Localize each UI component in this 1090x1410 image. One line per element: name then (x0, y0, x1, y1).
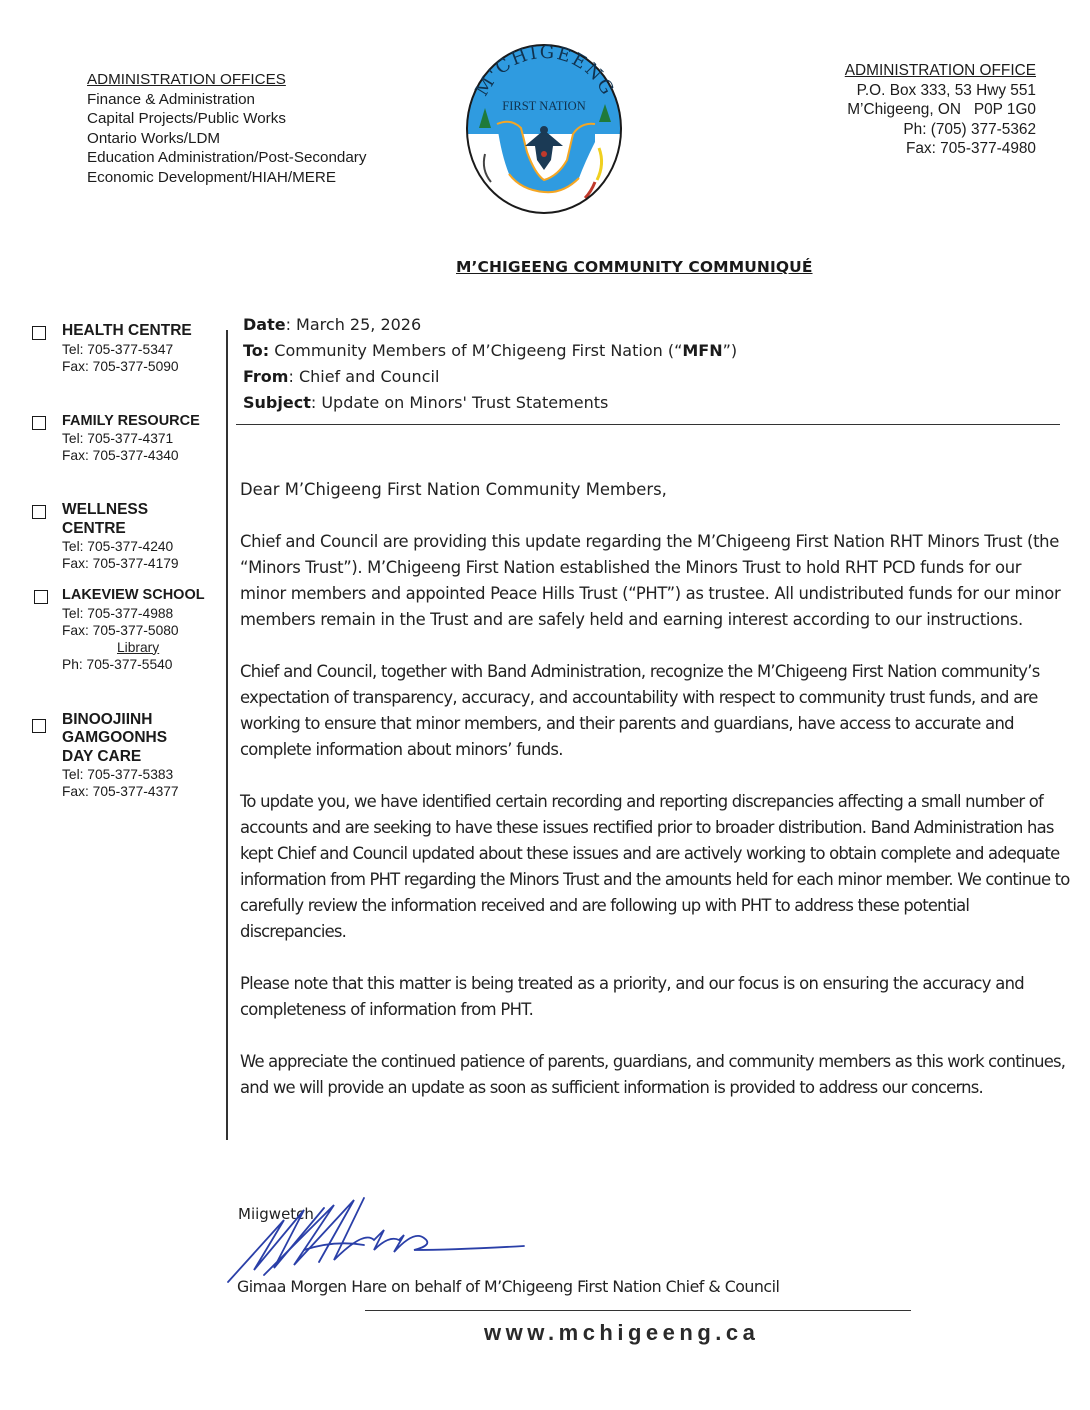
dept-fax: Fax: 705-377-4377 (62, 784, 179, 799)
dept-health-centre (30, 322, 220, 375)
dept-fax: Fax: 705-377-5090 (62, 358, 179, 374)
checkbox-icon (32, 326, 46, 340)
dept-tel: Tel: 705-377-4371 (62, 431, 174, 446)
dept-fax: Fax: 705-377-4179 (62, 556, 179, 571)
paragraph: Please note that this matter is being treated as a priority, and our focus is on ensuring the accuracy and completeness of information from PHT. (240, 974, 1024, 1019)
dept-name: HEALTH CENTRE (62, 322, 192, 339)
fax-line: Fax: 705-377-4980 (905, 140, 1036, 157)
admin-offices-line: Education Administration/Post-Secondary (87, 149, 367, 166)
dept-name: CENTRE (62, 519, 126, 537)
dept-family-resource (30, 412, 220, 465)
website-link[interactable]: www.mchigeeng.ca (484, 1320, 760, 1345)
memo-date: Date: March 25, 2026 (243, 315, 422, 334)
dept-name: FAMILY RESOURCE (62, 412, 200, 429)
admin-offices-line: Economic Development/HIAH/MERE (87, 168, 336, 186)
paragraph: Chief and Council, together with Band Administration, recognize the M’Chigeeng First Nation community’s expectation of transparency, accuracy, and accountability with respect to community trust funds, and are working to ensure that minor members, and their parents and guardians, have access to accurate and complete information about minors’ funds. (240, 662, 1040, 759)
admin-offices-line: Finance & Administration (87, 90, 255, 108)
signer-name: Gimaa Morgen Hare on behalf of M’Chigeeng First Nation Chief & Council (237, 1277, 780, 1296)
dept-name: DAY CARE (62, 747, 142, 765)
admin-offices-line: Ontario Works/LDM (87, 129, 221, 147)
admin-office-title: ADMINISTRATION OFFICE (844, 62, 1036, 79)
dept-name: WELLNESS (62, 501, 149, 518)
dept-tel: Tel: 705-377-5383 (62, 767, 174, 782)
checkbox-icon (34, 590, 48, 604)
dept-name: GAMGOONHS (62, 729, 168, 746)
admin-offices-line: Capital Projects/Public Works (87, 110, 286, 127)
admin-offices-title: ADMINISTRATION OFFICES (87, 71, 286, 88)
memo-to: To: Community Members of M’Chigeeng First Nation (“MFN”) (243, 341, 738, 360)
dept-tel: Tel: 705-377-5347 (62, 341, 174, 357)
mchigeeng-logo (463, 42, 625, 217)
logo-first-nation-text: FIRST NATION (502, 99, 586, 113)
salutation: Dear M’Chigeeng First Nation Community Members, (240, 480, 667, 499)
checkbox-icon (32, 719, 46, 733)
dept-wellness-centre (30, 501, 220, 572)
svg-text:M'CHIGEENG: M'CHIGEENG (471, 42, 619, 100)
thunderbird-emblem-icon (463, 42, 625, 217)
admin-office-address (845, 61, 1036, 159)
paragraph: Chief and Council are providing this update regarding the M’Chigeeng First Nation RHT Minors Trust (the “Minors Trust”). M’Chigeeng First Nation established the Minors Trust to hold RHT PCD funds for our minor members and appointed Peace Hills Trust (“PHT”) as trustee. All undistributed funds for our minor members remain in the Trust and are safely held and earning interest according to our instructions. (240, 532, 1061, 629)
dept-name: BINOOJIINH (62, 710, 153, 728)
checkbox-icon (32, 505, 46, 519)
address-line: M’Chigeeng, ON P0P 1G0 (847, 101, 1036, 118)
memo-subject: Subject: Update on Minors' Trust Statements (243, 393, 609, 412)
signature-icon (224, 1190, 544, 1290)
library-phone: Ph: 705-377-5540 (62, 656, 173, 672)
checkbox-icon (32, 416, 46, 430)
dept-day-care (30, 711, 220, 801)
sidebar-divider (226, 330, 228, 1140)
letter-body (240, 477, 1070, 1127)
communique-title: M’CHIGEENG COMMUNITY COMMUNIQUÉ (456, 258, 813, 276)
valediction: Miigwetch (238, 1205, 314, 1223)
dept-name: LAKEVIEW SCHOOL (62, 587, 205, 603)
memo-divider (236, 424, 1060, 425)
library-label: Library (117, 639, 160, 655)
dept-fax: Fax: 705-377-5080 (62, 622, 179, 638)
dept-lakeview-school (30, 586, 220, 673)
dept-tel: Tel: 705-377-4988 (62, 605, 174, 621)
address-line: P.O. Box 333, 53 Hwy 551 (856, 81, 1036, 99)
memo-header (243, 312, 737, 416)
memo-from: From: Chief and Council (243, 367, 440, 386)
paragraph: To update you, we have identified certain recording and reporting discrepancies affecting a small number of accounts and are seeking to have these issues rectified prior to broader distribution. Band Administration has kept Chief and Council updated about these issues and are actively working to obtain complete and adequate information from PHT regarding the Minors Trust and the amounts held for each minor member. We continue to carefully review the information received and are following up with PHT to address these potential discrepancies. (240, 792, 1070, 941)
phone-line: Ph: (705) 377-5362 (903, 120, 1036, 138)
paragraph: We appreciate the continued patience of parents, guardians, and community members as this work continues, and we will provide an update as soon as sufficient information is provided to address our concerns. (240, 1052, 1066, 1097)
department-sidebar (30, 322, 220, 800)
admin-offices-block (87, 70, 366, 187)
dept-fax: Fax: 705-377-4340 (62, 448, 179, 463)
dept-tel: Tel: 705-377-4240 (62, 539, 174, 554)
footer-divider (365, 1310, 911, 1311)
